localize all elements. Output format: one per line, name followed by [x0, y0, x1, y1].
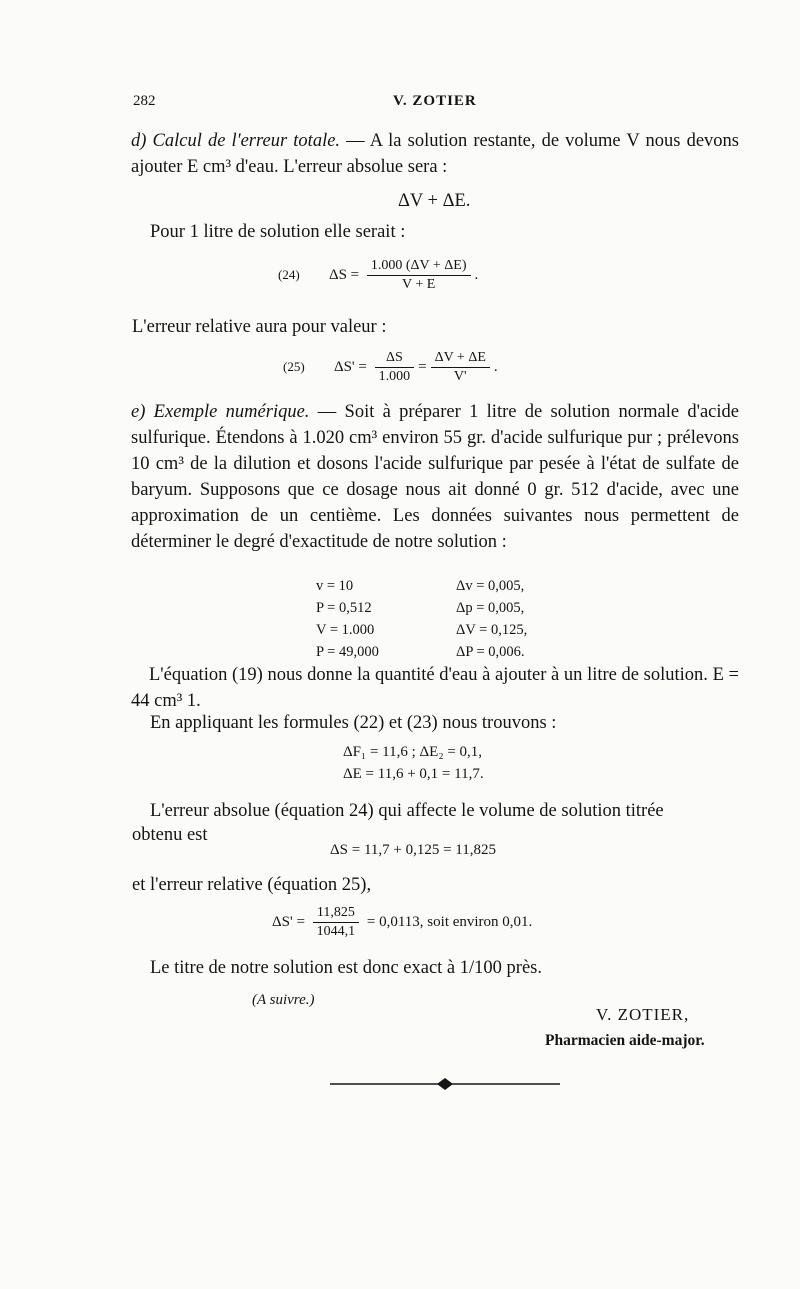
equation-delta-f: ΔF₁ = 11,6 ; ΔE₂ = 0,1, [343, 744, 483, 760]
equation-number: (25) [283, 358, 305, 374]
data-right: ΔP = 0,006. [456, 644, 525, 660]
numerator: 1.000 (ΔV + ΔE) [367, 258, 471, 276]
per-litre-text: Pour 1 litre de solution elle serait : [150, 222, 406, 242]
numerator: ΔS [375, 350, 415, 368]
section-d-text: — A la solution restante, de volume V nous devons ajouter E cm³ d'eau. L'erreur absolue sera : [131, 131, 739, 177]
author-title: Pharmacien aide-major. [545, 1032, 705, 1049]
paragraph-conclusion: Le titre de notre solution est donc exact à 1/100 près. [150, 958, 542, 978]
section-e-text: — Soit à préparer 1 litre de solution normale d'acide sulfurique. Étendons à 1.020 cm³ environ 55 gr. d'acide sulfurique pur ; prélevons 10 cm³ de la dilution et dosons l'acide sulfurique par pesée à l'état de sulfate de baryum. Supposons que ce dosage nous ait donné 0 gr. 512 d'acide, avec une approximation de un centième. Les données suivantes nous permettent de déterminer le degré d'exactitude de notre solution : [131, 402, 739, 552]
relative-error-intro: L'erreur relative aura pour valeur : [132, 317, 387, 337]
equation-rhs: = 0,0113, soit environ 0,01. [366, 913, 533, 930]
data-right: Δv = 0,005, [456, 578, 525, 594]
page-number: 282 [133, 93, 156, 109]
denominator: V + E [402, 277, 436, 292]
equation-delta-s-prime [272, 905, 532, 940]
data-left: v = 10 [316, 578, 354, 594]
to-be-continued: (A suivre.) [252, 992, 315, 1008]
equation-lhs: ΔS' = [333, 358, 367, 375]
data-left: V = 1.000 [316, 622, 375, 638]
data-right: ΔV = 0,125, [456, 622, 528, 638]
numerator: ΔV + ΔE [431, 350, 490, 368]
data-row [316, 597, 606, 619]
data-row [316, 619, 606, 641]
denominator: 1.000 [378, 369, 411, 384]
section-e-title: e) Exemple numérique. [131, 402, 310, 422]
paragraph-absolute-error: L'erreur absolue (équation 24) qui affecte le volume de solution titrée [150, 801, 664, 821]
equation-number: (24) [278, 266, 300, 282]
section-d-title: d) Calcul de l'erreur totale. [131, 131, 341, 151]
equation-24: (24) ΔS = $\frac{1.000 (\Delta V + \Delta E)}{V + E}$ . [278, 258, 479, 292]
data-row [316, 575, 606, 597]
data-table [316, 575, 606, 663]
equation-lhs: ΔS' = [272, 913, 305, 930]
data-left: P = 0,512 [316, 600, 372, 616]
fraction [431, 350, 490, 385]
paragraph-equation-19: L'équation (19) nous donne la quantité d'eau à ajouter à un litre de solution. E = 44 cm³ 1. [131, 665, 739, 711]
data-right: Δp = 0,005, [456, 600, 525, 616]
denominator: 1044,1 [316, 924, 356, 939]
fraction [367, 258, 471, 293]
formula-delta-v-e: ΔV + ΔE. [398, 191, 471, 211]
data-left: P = 49,000 [316, 644, 379, 660]
paragraph-obtained: obtenu est [132, 825, 208, 845]
equation-25: (25) ΔS' = $\frac{\Delta S}{1.000}$ = $\frac{\Delta V + \Delta E}{V'}$ . [283, 350, 498, 384]
running-title: V. ZOTIER [393, 93, 477, 109]
equation-lhs: ΔS = [328, 266, 360, 283]
equation-delta-s: ΔS = 11,7 + 0,125 = 11,825 [330, 842, 497, 858]
paragraph-relative-error: et l'erreur relative (équation 25), [132, 875, 372, 895]
numerator: 11,825 [313, 905, 360, 923]
section-d-paragraph [131, 128, 739, 180]
section-e-paragraph [131, 399, 739, 555]
data-row [316, 641, 606, 663]
ornament-divider-icon [330, 1078, 560, 1090]
fraction [313, 905, 360, 940]
paragraph-formulas: En appliquant les formules (22) et (23) nous trouvons : [150, 713, 557, 733]
fraction [375, 350, 415, 385]
denominator: V' [453, 369, 467, 384]
author-name: V. ZOTIER, [596, 1005, 690, 1024]
equation-delta-e: ΔE = 11,6 + 0,1 = 11,7. [343, 766, 484, 782]
